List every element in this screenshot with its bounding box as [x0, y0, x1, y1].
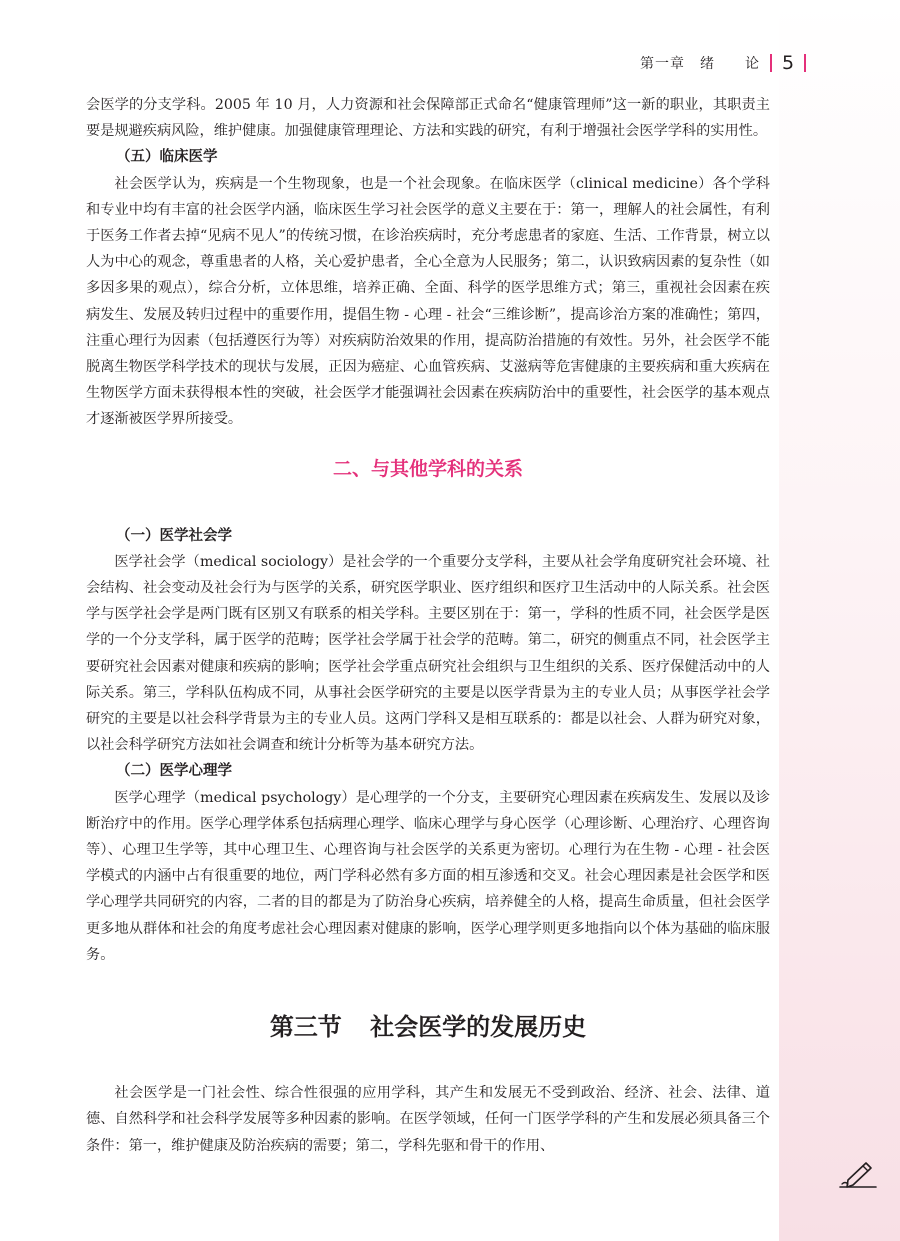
page-number: 5	[782, 52, 795, 74]
section-three-title	[86, 1010, 770, 1044]
paragraph-medical-sociology: 医学社会学（medical sociology）是社会学的一个重要分支学科，主要从社会学角度研究社会环境、社会结构、社会变动及社会行为与医学的关系，研究医学职业、医疗组织和医疗卫生活动中的人际关系。社会医学与医学社会学是两门既有区别又有联系的相关学科。主要区别在于：第一，学科的性质不同，社会医学是医学的一个分支学科，属于医学的范畴；医学社会学属于社会学的范畴。第二，研究的侧重点不同，社会医学主要研究社会因素对健康和疾病的影响；医学社会学重点研究社会组织与卫生组织的关系、医疗保健活动中的人际关系。第三，学科队伍构成不同，从事社会医学研究的主要是以医学背景为主的专业人员；从事医学社会学研究的主要是以社会科学背景为主的专业人员。这两门学科又是相互联系的：都是以社会、人群为研究对象，以社会科学研究方法如社会调查和统计分析等为基本研究方法。	[86, 553, 770, 754]
page-body	[86, 92, 770, 1159]
paragraph-history: 社会医学是一门社会性、综合性很强的应用学科，其产生和发展无不受到政治、经济、社会、法律、道德、自然科学和社会科学发展等多种因素的影响。在医学领域，任何一门医学学科的产生和发展必须具备三个条件：第一，维护健康及防治疾病的需要；第二，学科先驱和骨干的作用、	[86, 1085, 770, 1154]
paragraph-intro-continued: 会医学的分支学科。2005 年 10 月，人力资源和社会保障部正式命名“健康管理师”这一新的职业，其职责主要是规避疾病风险，维护健康。加强健康管理理论、方法和实践的研究，有利于增强社会医学学科的实用性。	[86, 97, 770, 140]
paragraph-medical-psychology: 医学心理学（medical psychology）是心理学的一个分支，主要研究心理因素在疾病发生、发展以及诊断治疗中的作用。医学心理学体系包括病理心理学、临床心理学与身心医学（心理诊断、心理治疗、心理咨询等）、心理卫生学等，其中心理卫生、心理咨询与社会医学的关系更为密切。心理行为在生物 - 心理 - 社会医学模式的内涵中占有很重要的地位，两门学科必然有多方面的相互渗透和交叉。社会心理因素是社会医学和医学心理学共同研究的内容，二者的目的都是为了防治身心疾病，培养健全的人格，提高生命质量，但社会医学更多地从群体和社会的角度考虑社会心理因素对健康的影响，医学心理学则更多地指向以个体为基础的临床服务。	[86, 789, 770, 963]
paragraph-clinical-medicine: 社会医学认为，疾病是一个生物现象，也是一个社会现象。在临床医学（clinical medicine）各个学科和专业中均有丰富的社会医学内涵，临床医生学习社会医学的意义主要在于：第一，理解人的社会属性，有利于医务工作者去掉“见病不见人”的传统习惯，在诊治疾病时，充分考虑患者的家庭、生活、工作背景，树立以人为中心的观念，尊重患者的人格，关心爱护患者，全心全意为人民服务；第二，认识致病因素的复杂性（如多因多果的观点），综合分析，立体思维，培养正确、全面、科学的医学思维方式；第三，重视社会因素在疾病发生、发展及转归过程中的重要作用，提倡生物 - 心理 - 社会“三维诊断”，提高诊治方案的准确性；第四，注重心理行为因素（包括遵医行为等）对疾病防治效果的作用，提高防治措施的有效性。另外，社会医学不能脱离生物医学科学技术的现状与发展，正因为癌症、心血管疾病、艾滋病等危害健康的主要疾病和重大疾病在生物医学方面未获得根本性的突破，社会医学才能强调社会因素在疾病防治中的重要性，社会医学的基本观点才逐渐被医学界所接受。	[86, 175, 770, 428]
header-divider	[770, 54, 772, 72]
section-title-related-disciplines: 二、与其他学科的关系	[332, 457, 523, 480]
header-divider-right	[804, 54, 806, 72]
pen-note-icon	[836, 1160, 880, 1190]
margin-note-strip	[779, 0, 900, 1241]
chapter-label: 第一章 绪 论	[640, 56, 760, 72]
heading-clinical-medicine: （五）临床医学	[116, 149, 218, 166]
running-header	[640, 51, 816, 75]
section-number: 第三节	[269, 1013, 342, 1042]
section-name: 社会医学的发展历史	[370, 1013, 587, 1042]
heading-medical-psychology: （二）医学心理学	[116, 763, 232, 780]
heading-medical-sociology: （一）医学社会学	[116, 527, 232, 544]
